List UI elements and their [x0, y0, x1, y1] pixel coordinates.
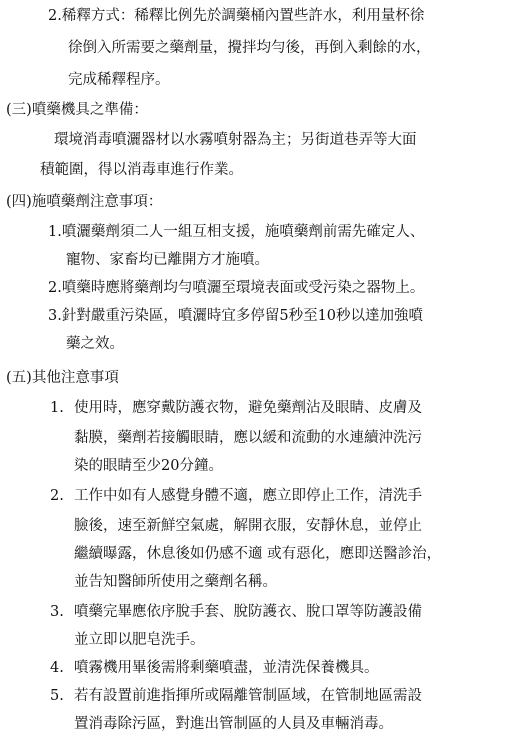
- list-item-line: [74, 428, 422, 448]
- list-number: 4.: [50, 660, 64, 676]
- list-item-text: 徐倒入所需要之藥劑量，攪拌均勻後，再倒入剩餘的水，: [68, 40, 431, 56]
- list-item-line: [74, 516, 422, 536]
- list-item-line: [48, 306, 423, 326]
- list-number: 2.: [50, 488, 64, 504]
- list-number: 2.: [48, 280, 62, 296]
- list-item-line: [74, 544, 441, 564]
- list-item-line: [50, 602, 422, 622]
- list-item-text: 噴灑藥劑須二人一組互相支援，施噴藥劑前需先確定人、: [61, 224, 425, 240]
- list-item-line: [50, 686, 422, 706]
- list-item-text: 完成稀釋程序。: [68, 72, 170, 88]
- list-item-line: [68, 38, 431, 58]
- list-item-line: [50, 486, 422, 506]
- list-item-line: [74, 630, 205, 650]
- list-item-line: [48, 278, 424, 298]
- list-item-text: 噴霧機用畢後需將剩藥噴盡，並清洗保養機具。: [74, 660, 379, 676]
- list-item-text: 噴藥時應將藥劑均勻噴灑至環境表面或受污染之器物上。: [61, 280, 425, 296]
- list-item-text: 繼續曝露，休息後如仍感不適 或有惡化，應即送醫診治，: [74, 546, 442, 562]
- list-item-line: [74, 456, 223, 476]
- list-number: 2.: [48, 8, 62, 24]
- list-number: 3.: [48, 308, 62, 324]
- list-item-line: [66, 250, 269, 270]
- list-number: 1.: [50, 400, 64, 416]
- list-number: 3.: [50, 604, 64, 620]
- section-heading: (五)其他注意事項: [6, 370, 119, 386]
- list-item-line: [74, 714, 393, 734]
- list-item-text: 臉後，速至新鮮空氣處，解開衣服，安靜休息，並停止: [74, 518, 422, 534]
- list-item-text: 針對嚴重污染區，噴灑時宜多停留5秒至10秒以達加強噴: [61, 308, 424, 324]
- list-item-line: [48, 6, 424, 26]
- list-item-text: 並立即以肥皂洗手。: [74, 632, 205, 648]
- list-number: 5.: [50, 688, 64, 704]
- paragraph-line: 積範圍，得以消毒車進行作業。: [40, 162, 243, 178]
- paragraph-line: 環境消毒噴灑器材以水霧噴射器為主；另街道巷弄等大面: [54, 132, 417, 148]
- list-item-text: 寵物、家畜均已離開方才施噴。: [66, 252, 269, 268]
- list-item-text: 稀釋方式：稀釋比例先於調藥桶內置些許水，利用量杯徐: [61, 8, 425, 24]
- list-item-text: 置消毒除污區，對進出管制區的人員及車輛消毒。: [74, 716, 393, 732]
- section-heading: (四)施噴藥劑注意事項：: [6, 194, 163, 210]
- list-item-text: 並告知醫師所使用之藥劑名稱。: [74, 574, 277, 590]
- list-item-line: [50, 658, 379, 678]
- list-item-text: 工作中如有人感覺身體不適，應立即停止工作，清洗手: [74, 488, 422, 504]
- list-item-line: [66, 334, 124, 354]
- list-item-line: [48, 222, 424, 242]
- section-heading: (三)噴藥機具之準備：: [6, 102, 148, 118]
- list-item-text: 藥之效。: [66, 336, 124, 352]
- list-item-line: [74, 572, 277, 592]
- list-item-text: 使用時，應穿戴防護衣物，避免藥劑沾及眼睛、皮膚及: [74, 400, 422, 416]
- list-item-text: 若有設置前進指揮所或隔離管制區域，在管制地區需設: [74, 688, 422, 704]
- list-item-text: 黏膜，藥劑若接觸眼睛，應以緩和流動的水連續沖洗污: [74, 430, 422, 446]
- list-item-line: [50, 398, 422, 418]
- list-item-line: [68, 70, 170, 90]
- list-item-text: 噴藥完畢應依序脫手套、脫防護衣、脫口罩等防護設備: [74, 604, 422, 620]
- list-item-text: 染的眼睛至少20分鐘。: [74, 458, 223, 474]
- list-number: 1.: [48, 224, 62, 240]
